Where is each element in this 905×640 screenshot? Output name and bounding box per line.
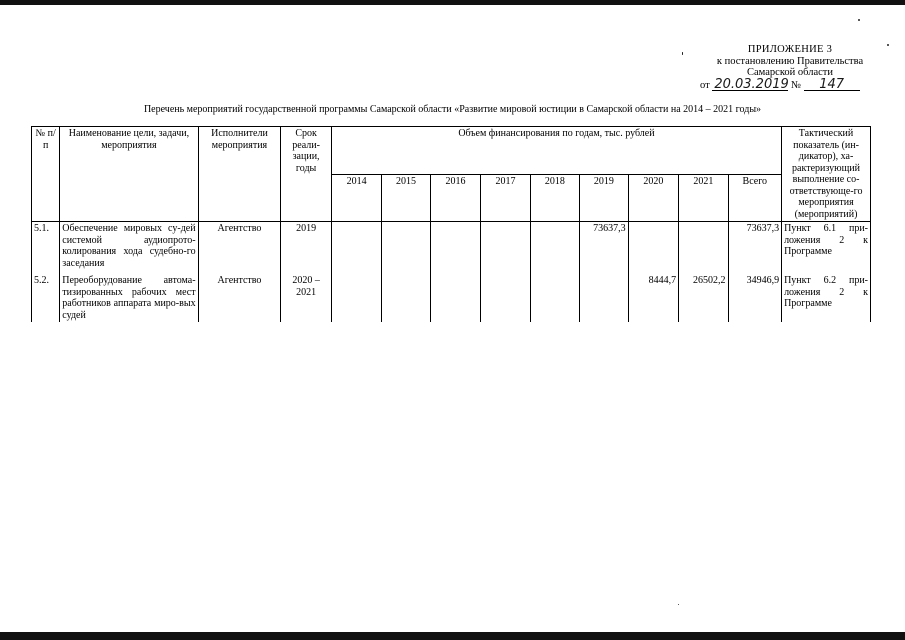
scan-speck	[858, 19, 860, 21]
row-term: 2020 – 2021	[281, 270, 331, 322]
row-num: 5.1.	[32, 222, 60, 271]
header-year: 2016	[430, 174, 480, 222]
header-year: 2021	[679, 174, 728, 222]
row-total: 73637,3	[728, 222, 782, 271]
handwritten-date: 20.03.2019	[714, 77, 789, 92]
row-executor: Агентство	[198, 270, 281, 322]
header-funding-group: Объем финансирования по годам, тыс. рублей	[331, 127, 781, 175]
row-value	[331, 222, 381, 271]
row-num: 5.2.	[32, 270, 60, 322]
row-value	[382, 270, 430, 322]
row-value	[430, 270, 480, 322]
handwritten-number: 147	[804, 80, 860, 91]
header-indicator: Тактический показатель (ин-дикатор), ха-рактеризующий выполнение со-ответствующе-го мероприятия (мероприятий)	[782, 127, 871, 222]
header-term: Срок реали-зации, годы	[281, 127, 331, 222]
row-value	[481, 222, 530, 271]
header-total: Всего	[728, 174, 782, 222]
row-total: 34946,9	[728, 270, 782, 322]
decree-date-line	[700, 77, 860, 92]
appendix-line: Самарской области	[747, 67, 833, 78]
header-year: 2014	[331, 174, 381, 222]
row-value: 8444,7	[628, 270, 678, 322]
header-name: Наименование цели, задачи, мероприятия	[60, 127, 198, 222]
header-num: № п/п	[32, 127, 60, 222]
row-value	[382, 222, 430, 271]
appendix-title: ПРИЛОЖЕНИЕ 3	[747, 44, 833, 55]
header-year: 2018	[530, 174, 579, 222]
row-value	[331, 270, 381, 322]
appendix-block	[690, 44, 890, 79]
number-prefix: №	[790, 80, 801, 91]
date-prefix: от	[700, 80, 710, 91]
row-name: Переоборудование автома-тизированных рабочих мест работников аппарата миро-вых судей	[60, 270, 198, 322]
row-value	[481, 270, 530, 322]
row-executor: Агентство	[198, 222, 281, 271]
row-value	[530, 222, 579, 271]
scan-speck	[682, 52, 683, 55]
table-row	[32, 222, 871, 271]
header-year: 2017	[481, 174, 530, 222]
row-term: 2019	[281, 222, 331, 271]
scan-bottom-edge	[0, 632, 905, 640]
row-value	[430, 222, 480, 271]
header-executors: Исполнители мероприятия	[198, 127, 281, 222]
table-row	[32, 270, 871, 322]
measures-table	[31, 126, 871, 322]
header-year: 2019	[580, 174, 628, 222]
scan-speck	[678, 604, 679, 605]
row-value: 73637,3	[580, 222, 628, 271]
row-name: Обеспечение мировых су-дей системой аудиопрото-колирования хода судебно-го заседания	[60, 222, 198, 271]
scan-top-edge	[0, 0, 905, 5]
row-value	[530, 270, 579, 322]
row-value	[580, 270, 628, 322]
appendix-line: к постановлению Правительства	[716, 55, 864, 67]
row-indicator: Пункт 6.2 при-ложения 2 к Программе	[782, 270, 871, 322]
row-indicator: Пункт 6.1 при-ложения 2 к Программе	[782, 222, 871, 271]
header-year: 2020	[628, 174, 678, 222]
row-value	[628, 222, 678, 271]
row-value: 26502,2	[679, 270, 728, 322]
row-value	[679, 222, 728, 271]
header-year: 2015	[382, 174, 430, 222]
document-title: Перечень мероприятий государственной программы Самарской области «Развитие мировой юстиции в Самарской области на 2014 – 2021 годы»	[143, 104, 762, 115]
